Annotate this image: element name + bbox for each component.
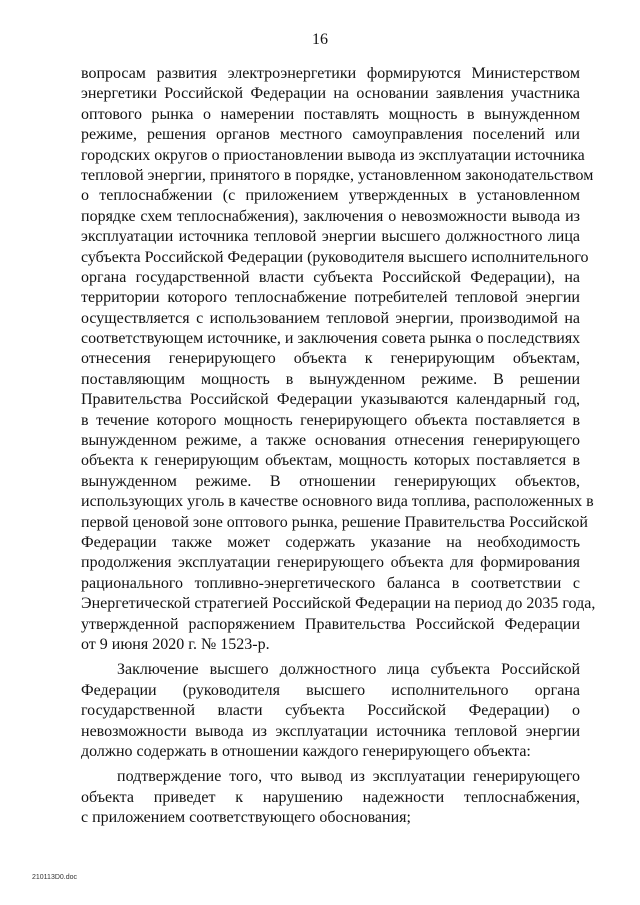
text-line: порядке схем теплоснабжения), заключения о невозможности вывода из (81, 207, 580, 225)
text-line: вынужденном режиме, а также основания отнесения генерирующего (81, 432, 580, 450)
text-line: Федерации (руководителя высшего исполнительного органа (81, 681, 580, 699)
paragraph-1 (81, 64, 596, 655)
text-line: эксплуатации источника тепловой энергии высшего должностного лица (81, 228, 580, 246)
document-body (81, 64, 596, 828)
text-line: Заключение высшего должностного лица субъекта Российской (117, 661, 580, 679)
text-line: утвержденной распоряжением Правительства Российской Федерации (81, 615, 580, 633)
text-line: поставляющим мощность в вынужденном режиме. В решении (81, 370, 580, 388)
text-line: невозможности вывода из эксплуатации источника тепловой энергии (81, 722, 580, 740)
text-line: о теплоснабжении (с приложением утвержденных в установленном (81, 187, 580, 205)
text-line: территории которого теплоснабжение потребителей тепловой энергии (81, 289, 580, 307)
text-line: подтверждение того, что вывод из эксплуатации генерирующего (117, 768, 580, 786)
text-line: отнесения генерирующего объекта к генерирующим объектам, (81, 350, 580, 368)
text-line: органа государственной власти субъекта Российской Федерации), на (81, 268, 580, 286)
text-line: объекта к генерирующим объектам, мощность которых поставляется в (81, 452, 580, 470)
text-line: соответствующем источнике, и заключения совета рынка о последствиях (81, 330, 581, 348)
text-line: с приложением соответствующего обоснования; (81, 809, 411, 827)
text-line: использующих уголь в качестве основного вида топлива, расположенных в (81, 493, 594, 511)
text-line: тепловой энергии, принятого в порядке, установленном законодательством (81, 166, 594, 184)
text-line: должно содержать в отношении каждого генерирующего объекта: (81, 742, 531, 760)
text-line: Энергетической стратегией Российской Федерации на период до 2035 года, (81, 595, 596, 613)
paragraph-2 (81, 660, 580, 762)
text-line: первой ценовой зоне оптового рынка, решение Правительства Российской (81, 513, 588, 531)
text-line: субъекта Российской Федерации (руководителя высшего исполнительного (81, 248, 589, 266)
text-line: режиме, решения органов местного самоуправления поселений или (81, 126, 580, 144)
text-line: Правительства Российской Федерации указываются календарный год, (81, 391, 580, 409)
text-line: объекта приведет к нарушению надежности теплоснабжения, (81, 788, 580, 806)
text-line: от 9 июня 2020 г. № 1523-р. (81, 635, 270, 653)
text-line: энергетики Российской Федерации на основании заявления участника (81, 85, 580, 103)
page-number: 16 (312, 31, 328, 48)
text-line: Федерации также может содержать указание на необходимость (81, 533, 580, 551)
text-line: городских округов о приостановлении вывода из эксплуатации источника (81, 146, 585, 164)
paragraph-3 (81, 767, 580, 828)
text-line: продолжения эксплуатации генерирующего объекта для формирования (81, 554, 580, 572)
text-line: оптового рынка о намерении поставлять мощность в вынужденном (81, 105, 580, 123)
text-line: вопросам развития электроэнергетики формируются Министерством (81, 65, 580, 82)
document-file-code: 210113D0.doc (32, 874, 78, 881)
text-line: рационального топливно-энергетического баланса в соответствии с (81, 574, 580, 592)
text-line: вынужденном режиме. В отношении генерирующих объектов, (81, 472, 580, 490)
text-line: государственной власти субъекта Российской Федерации) о (81, 702, 580, 720)
text-line: осуществляется с использованием тепловой энергии, производимой на (81, 309, 580, 327)
text-line: в течение которого мощность генерирующего объекта поставляется в (81, 411, 580, 429)
